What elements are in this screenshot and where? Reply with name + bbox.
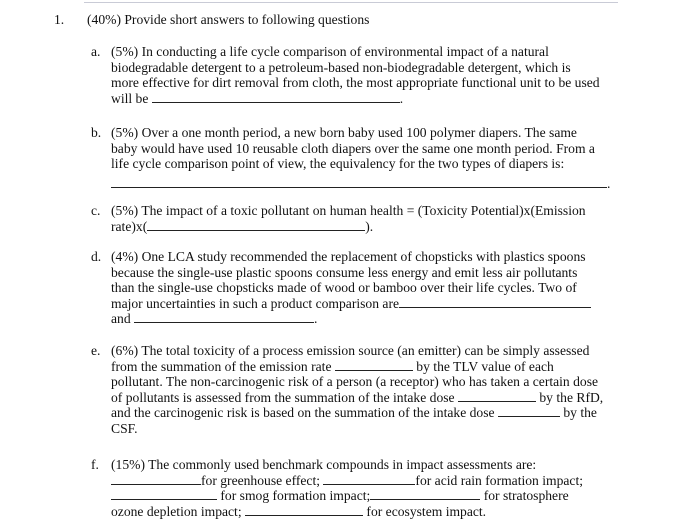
item-end: .: [314, 311, 318, 327]
item-text-line: life cycle comparison point of view, the equivalency for the two types of diapers is:: [111, 156, 565, 172]
item-letter: d.: [91, 249, 102, 264]
item-text-line: because the single-use plastic spoons consume less energy and emit less air pollutants: [111, 264, 578, 280]
item-text: by the RfD,: [539, 389, 604, 405]
item-text-line: (4%) One LCA study recommended the replacement of chopsticks with plastics spoons: [111, 249, 586, 264]
item-text: for ecosystem impact.: [366, 503, 487, 519]
item-text-line: than the single-use chopsticks made of wood or bamboo over their life cycles. Two of: [111, 280, 577, 296]
item-letter: f.: [91, 457, 99, 472]
question-title: (40%) Provide short answers to following questions: [87, 12, 370, 27]
item-text: and the carcinogenic risk is based on the summation of the intake dose: [111, 405, 495, 421]
item-text-line: (6%) The total toxicity of a process emission source (an emitter) can be simply assessed: [111, 343, 590, 358]
item-text: will be: [111, 90, 149, 106]
item-text: for stratosphere: [483, 488, 569, 504]
item-text: from the summation of the emission rate: [111, 358, 332, 374]
answer-blank[interactable]: [152, 91, 400, 103]
answer-blank[interactable]: [399, 296, 591, 308]
item-end: .: [399, 90, 404, 106]
item-text: ozone depletion impact;: [111, 503, 242, 519]
top-rule: [84, 2, 618, 3]
answer-blank[interactable]: [147, 219, 365, 231]
answer-blank[interactable]: [370, 488, 480, 500]
item-text-line: CSF.: [111, 420, 138, 436]
item-text: by the: [563, 405, 597, 421]
item-letter: a.: [91, 44, 101, 59]
item-letter: b.: [91, 125, 102, 140]
item-text-line: (5%) The impact of a toxic pollutant on human health = (Toxicity Potential)x(Emission: [111, 203, 586, 218]
item-text-line: biodegradable detergent to a petroleum-based non-biodegradable detergent, which is: [111, 59, 571, 75]
item-end: .: [607, 175, 611, 191]
answer-blank[interactable]: [245, 504, 363, 516]
item-letter: c.: [91, 203, 101, 218]
answer-blank[interactable]: [134, 311, 314, 323]
item-text-line: (15%) The commonly used benchmark compounds in impact assessments are:: [111, 457, 537, 472]
item-letter: e.: [91, 343, 101, 358]
answer-blank[interactable]: [323, 473, 415, 485]
answer-blank[interactable]: [458, 390, 536, 402]
answer-blank[interactable]: [111, 473, 201, 485]
item-text-line: more effective for dirt removal from cloth, the most appropriate functional unit to be used: [111, 75, 600, 91]
question-number: 1.: [54, 12, 65, 27]
answer-blank[interactable]: [335, 359, 413, 371]
item-text-line: (5%) In conducting a life cycle comparison of environmental impact of a natural: [111, 44, 549, 59]
item-text: rate)x(: [111, 218, 148, 234]
item-text: by the TLV value of each: [416, 358, 554, 374]
item-text: for smog formation impact;: [220, 488, 371, 504]
item-text-line: (5%) Over a one month period, a new born baby used 100 polymer diapers. The same: [111, 125, 577, 140]
item-text-line: baby would have used 10 reusable cloth diapers over the same one month period. From a: [111, 140, 595, 156]
answer-blank[interactable]: [111, 488, 217, 500]
item-text: for acid rain formation impact;: [415, 472, 584, 488]
item-text: major uncertainties in such a product comparison are: [111, 295, 400, 311]
answer-blank[interactable]: [498, 405, 560, 417]
item-end: ).: [365, 218, 374, 234]
item-text-line: pollutant. The non-carcinogenic risk of a person (a receptor) who has taken a certain dose: [111, 374, 599, 390]
item-text: of pollutants is assessed from the summation of the intake dose: [111, 389, 455, 405]
answer-blank[interactable]: [111, 176, 607, 188]
item-text: for greenhouse effect;: [201, 472, 321, 488]
item-text: and: [111, 311, 131, 327]
